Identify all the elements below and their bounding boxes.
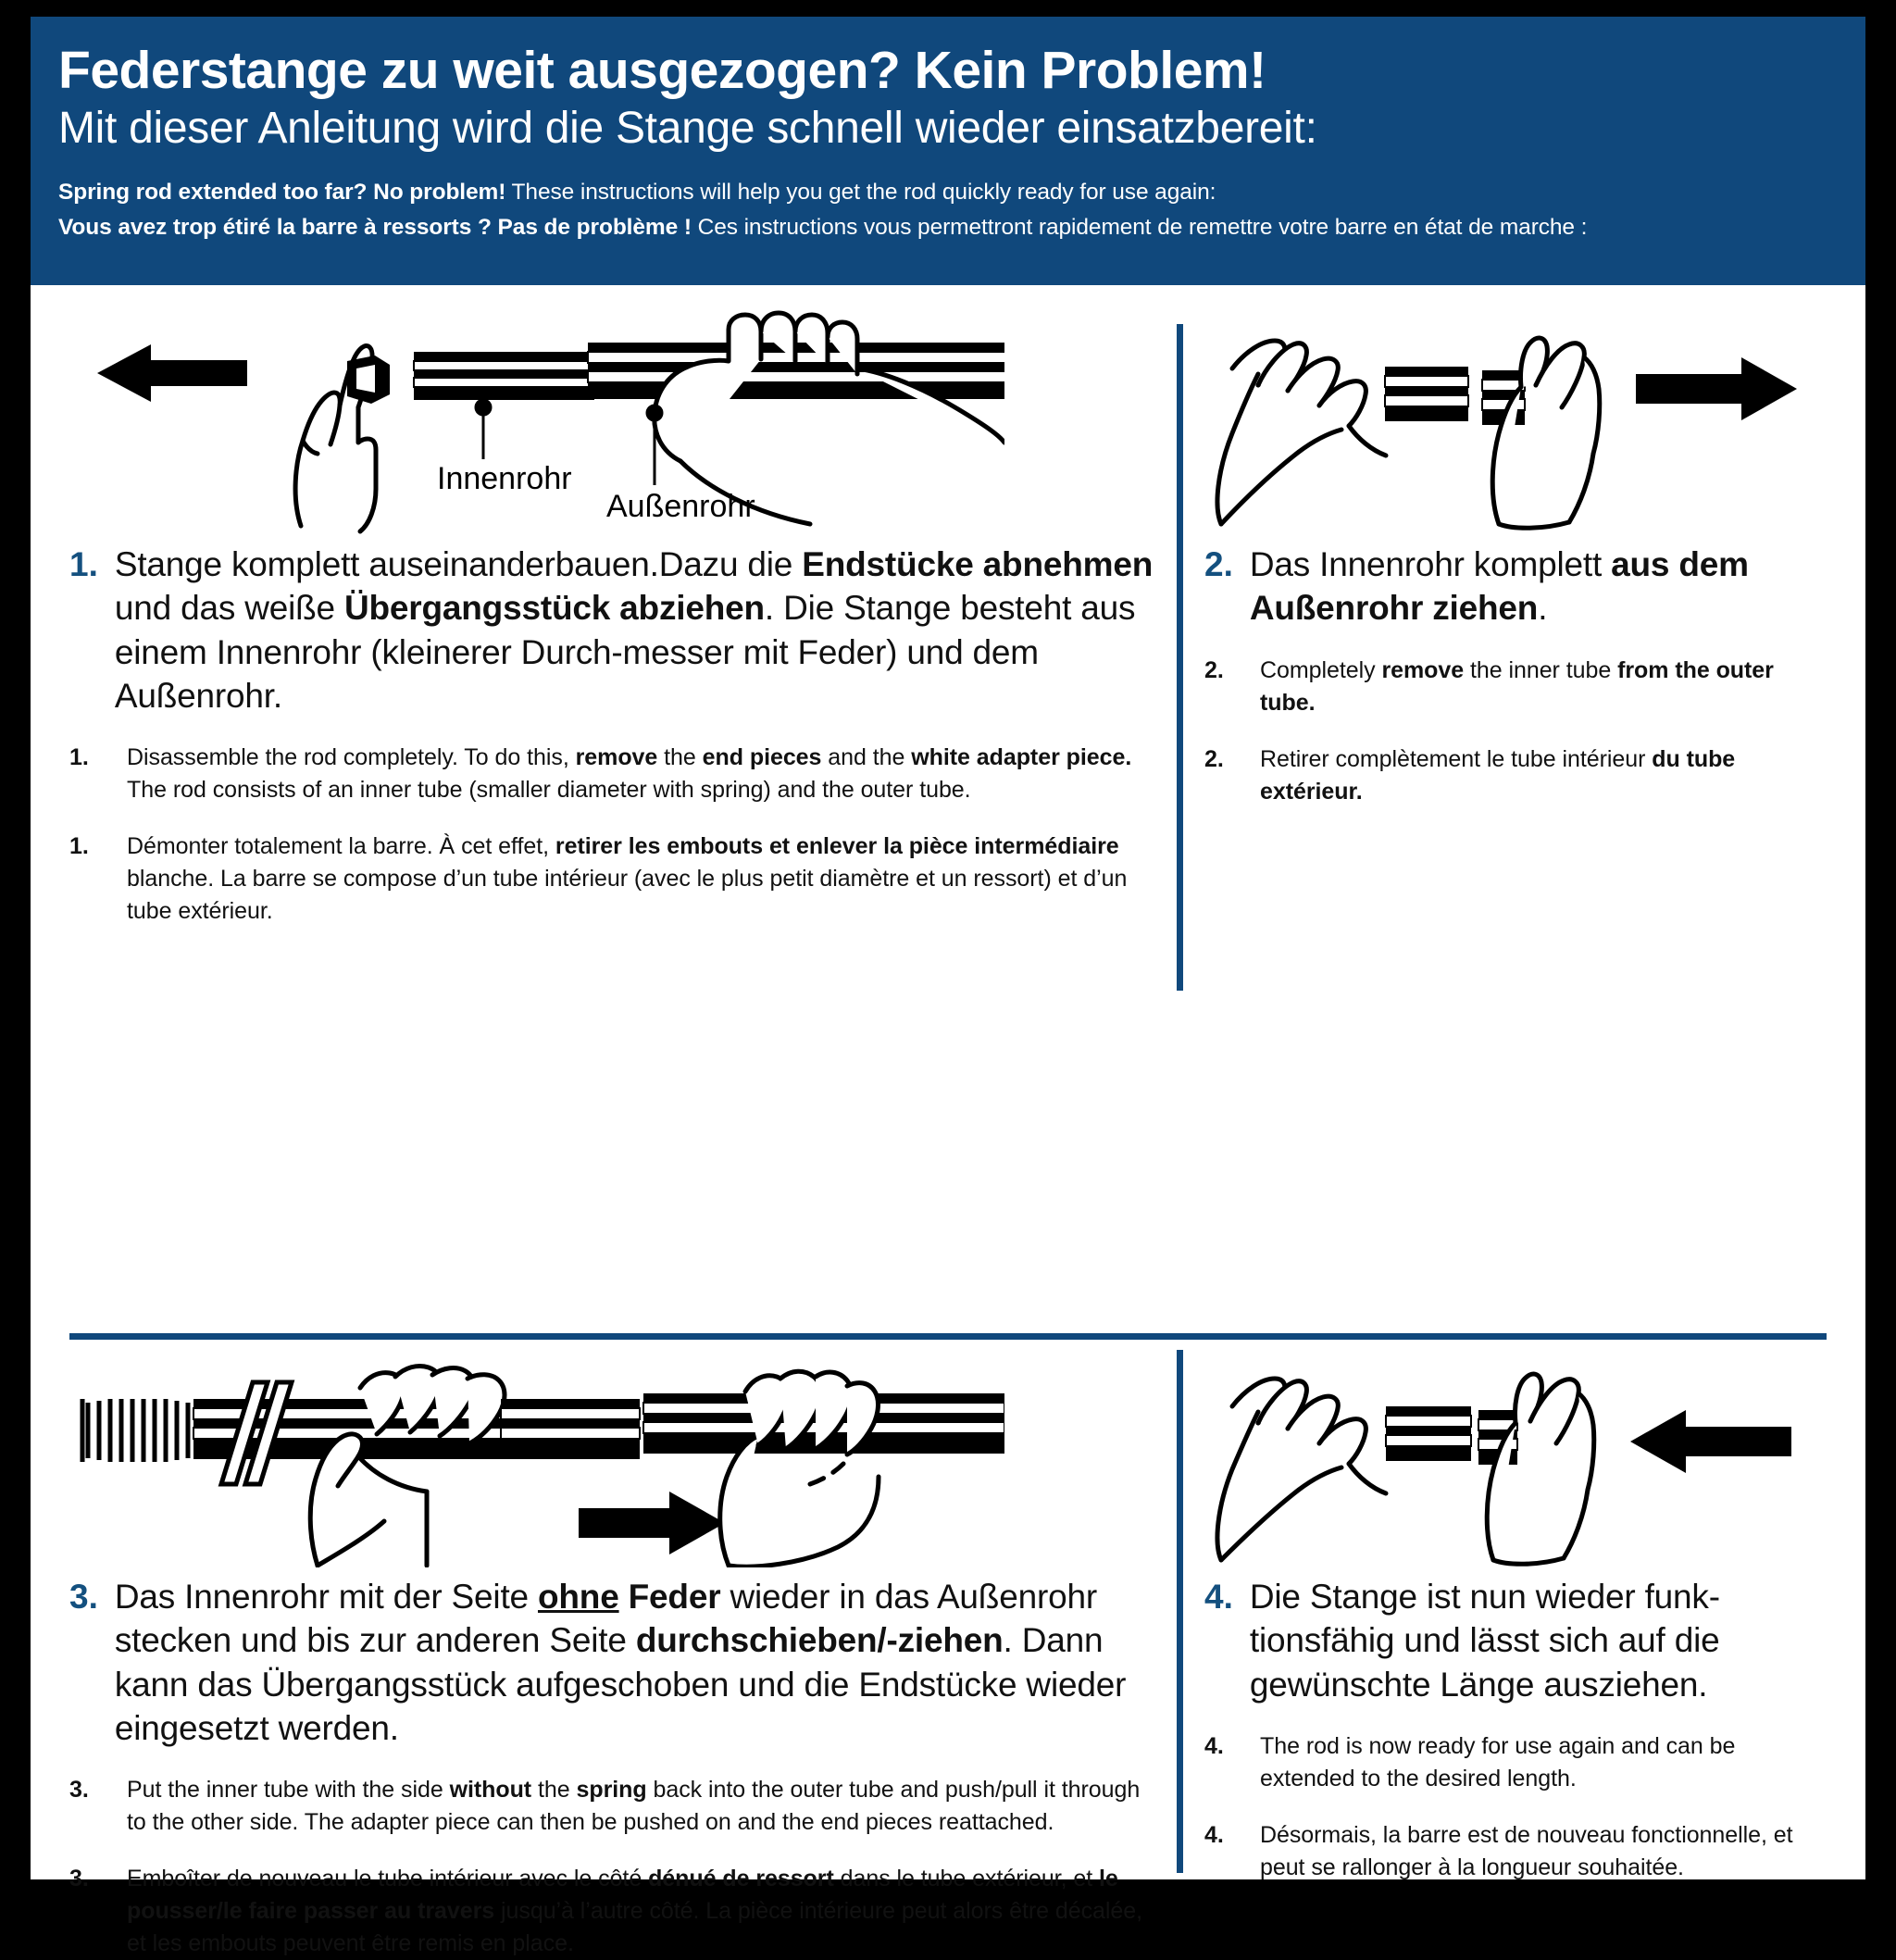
label-outer-tube: Außenrohr bbox=[606, 489, 755, 524]
step-1-en-bold3: white adapter piece. bbox=[911, 744, 1132, 771]
step-2-number: 2. bbox=[1204, 545, 1233, 583]
step-1-de-bold2: Übergangsstück abziehen bbox=[343, 589, 765, 628]
divider-vertical-bottom bbox=[1177, 1350, 1183, 1873]
step-2-fr-bold1: du tube extérieur. bbox=[1260, 745, 1736, 805]
step-3-en-part2: the bbox=[531, 1777, 577, 1804]
header-english-line bbox=[58, 177, 1838, 209]
step-4-text-de: Die Stange ist nun wieder funk-tionsfähig und lässt sich auf die gewünschte Länge ausziehen. bbox=[1249, 1578, 1720, 1704]
step-2-en-bold2: from the outer tube. bbox=[1260, 656, 1774, 716]
figure-rod-ready bbox=[1204, 1355, 1815, 1567]
figure-hand-remove-end-piece bbox=[69, 304, 1004, 535]
step-panel-3 bbox=[69, 1355, 1162, 1960]
step-4-text-fr: Désormais, la barre est de nouveau fonctionnelle, et peut se rallonger à la longueur souhaitée. bbox=[1260, 1822, 1793, 1881]
page-title: Federstange zu weit ausgezogen? Kein Problem! bbox=[58, 41, 1266, 100]
step-1-number: 1. bbox=[69, 545, 98, 583]
step-1-french bbox=[69, 830, 1162, 928]
header-translations bbox=[58, 177, 1838, 244]
illustration-step-2 bbox=[1204, 304, 1827, 535]
step-4-english bbox=[1204, 1730, 1827, 1795]
step-2-de-part1: Das Innenrohr komplett bbox=[1249, 545, 1612, 583]
step-1-de-part3: . Die Stange besteht aus einem Innenrohr (kleinerer Durch-messer mit Feder) und dem Außenrohr. bbox=[114, 589, 1136, 716]
step-3-fr-bold2: le pousser/le faire passer au travers bbox=[127, 1866, 1118, 1925]
step-4-text-en: The rod is now ready for use again and can be extended to the desired length. bbox=[1260, 1733, 1736, 1792]
step-2-fr-part1: Retirer complètement le tube intérieur bbox=[1260, 745, 1653, 772]
step-3-de-feder: Feder bbox=[618, 1578, 721, 1616]
hand-left-holding-outer bbox=[1217, 341, 1386, 524]
step-1-en-part1: Disassemble the rod completely. To do this, bbox=[127, 744, 576, 771]
header-french-line bbox=[58, 212, 1838, 244]
step-3-text-de bbox=[115, 1575, 1162, 1750]
step-2-en-part2: the inner tube bbox=[1464, 656, 1618, 683]
step-panel-2 bbox=[1204, 304, 1827, 808]
step-3-de-underline bbox=[538, 1578, 720, 1616]
divider-vertical-top bbox=[1177, 324, 1183, 991]
step-1-de-bold1: Endstücke abnehmen bbox=[802, 545, 1154, 583]
step-1-en-bold1: remove bbox=[575, 744, 658, 771]
inner-tube-graphic bbox=[414, 352, 594, 400]
step-2-text-en bbox=[1260, 655, 1827, 719]
step-2-en-number: 2. bbox=[1204, 656, 1224, 683]
step-2-fr-number: 2. bbox=[1204, 745, 1224, 772]
step-3-fr-bold1: dénué de ressort bbox=[648, 1866, 834, 1892]
steps-grid bbox=[31, 285, 1865, 1957]
step-2-main bbox=[1204, 543, 1827, 630]
tube-right-section bbox=[501, 1399, 640, 1459]
step-3-text-fr bbox=[127, 1863, 1162, 1960]
illustration-step-3 bbox=[69, 1355, 1162, 1567]
step-3-en-bold1: without bbox=[449, 1777, 532, 1804]
step-3-english bbox=[69, 1774, 1162, 1839]
step-3-fr-part2: dans le tube extérieur, et bbox=[833, 1866, 1100, 1892]
arrow-right-icon bbox=[1636, 357, 1797, 420]
step-4-french bbox=[1204, 1819, 1827, 1884]
arrow-left-icon bbox=[97, 344, 247, 402]
step-1-text-de bbox=[115, 543, 1162, 718]
step-1-text-en bbox=[127, 742, 1162, 806]
hand-left-holding-rod bbox=[1217, 1379, 1386, 1560]
hand-right-pulling bbox=[1492, 338, 1600, 528]
step-4-number: 4. bbox=[1204, 1578, 1233, 1616]
hand-right-holding-rod bbox=[1487, 1374, 1594, 1564]
step-1-en-part3: and the bbox=[821, 744, 912, 771]
page-subtitle: Mit dieser Anleitung wird die Stange schnell wieder einsatzbereit: bbox=[58, 103, 1317, 153]
end-piece-highlight bbox=[356, 365, 375, 393]
step-1-english bbox=[69, 742, 1162, 806]
step-3-number: 3. bbox=[69, 1578, 98, 1616]
hand-left-grasping-tube bbox=[310, 1366, 505, 1566]
step-1-en-part4: The rod consists of an inner tube (smaller diameter with spring) and the outer tube. bbox=[127, 777, 971, 804]
arrow-right-icon-step3 bbox=[579, 1492, 725, 1554]
step-2-english bbox=[1204, 655, 1827, 719]
step-3-text-en bbox=[127, 1774, 1162, 1839]
header-banner bbox=[31, 17, 1865, 285]
step-3-fr-part3: jusqu’à l’autre côté. La pièce intérieure peut alors être décalée, et les embouts peuvent être remis en place. bbox=[127, 1898, 1143, 1957]
illustration-step-4 bbox=[1204, 1355, 1827, 1567]
step-3-main bbox=[69, 1575, 1162, 1750]
step-3-de-bold2: durchschieben/-ziehen bbox=[635, 1621, 1004, 1660]
arrow-left-icon-step4 bbox=[1630, 1410, 1791, 1473]
step-3-fr-part1: Emboîter de nouveau le tube intérieur avec le côté bbox=[127, 1866, 649, 1892]
figure-pull-inner-from-outer bbox=[1204, 304, 1815, 535]
header-french-bold: Vous avez trop étiré la barre à ressorts ? Pas de problème ! bbox=[58, 215, 692, 241]
step-1-en-number: 1. bbox=[69, 744, 89, 771]
step-3-en-number: 3. bbox=[69, 1777, 89, 1804]
step-1-fr-part2: blanche. La barre se compose d’un tube intérieur (avec le plus petit diamètre et un ressort) et d’un tube extérieur. bbox=[127, 866, 1128, 925]
leader-inner-tube bbox=[476, 400, 491, 459]
step-2-text-de bbox=[1250, 543, 1827, 630]
step-2-en-bold1: remove bbox=[1381, 656, 1465, 683]
inner-tube-step4 bbox=[1386, 1406, 1471, 1461]
step-2-en-part1: Completely bbox=[1260, 656, 1382, 683]
instruction-sheet bbox=[31, 17, 1865, 1957]
step-4-en-number: 4. bbox=[1204, 1733, 1224, 1760]
step-3-en-part1: Put the inner tube with the side bbox=[127, 1777, 450, 1804]
step-3-de-part3: . Dann kann das Übergangsstück aufgeschoben und die Endstücke wieder eingesetzt werden. bbox=[114, 1621, 1127, 1748]
step-3-fr-number: 3. bbox=[69, 1866, 89, 1892]
figure-insert-inner-tube bbox=[69, 1355, 1004, 1567]
step-1-text-fr bbox=[127, 830, 1162, 928]
step-1-en-bold2: end pieces bbox=[702, 744, 822, 771]
inner-tube-segment bbox=[1385, 367, 1468, 421]
step-1-fr-bold1: retirer les embouts et enlever la pièce intermédiaire bbox=[555, 833, 1119, 860]
header-english-bold: Spring rod extended too far? No problem! bbox=[58, 180, 506, 206]
divider-horizontal bbox=[69, 1333, 1827, 1340]
step-panel-1 bbox=[69, 304, 1162, 928]
step-4-fr-number: 4. bbox=[1204, 1822, 1224, 1849]
spring-graphic bbox=[82, 1399, 188, 1462]
step-2-de-bold1: aus dem Außenrohr ziehen bbox=[1249, 545, 1749, 628]
step-1-main bbox=[69, 543, 1162, 718]
illustration-step-1 bbox=[69, 304, 1162, 535]
step-1-fr-part1: Démonter totalement la barre. À cet effet, bbox=[127, 833, 555, 860]
step-3-en-bold2: spring bbox=[576, 1777, 647, 1804]
step-3-de-ohne: ohne bbox=[537, 1578, 619, 1616]
step-panel-4 bbox=[1204, 1355, 1827, 1884]
header-english-rest: These instructions will help you get the rod quickly ready for use again: bbox=[505, 180, 1216, 206]
label-inner-tube: Innenrohr bbox=[437, 461, 572, 496]
step-4-main bbox=[1204, 1575, 1827, 1706]
step-3-en-part3: back into the outer tube and push/pull it through to the other side. The adapter piece can then be pushed on and the end pieces reattached. bbox=[127, 1777, 1141, 1836]
step-2-text-fr bbox=[1260, 743, 1827, 808]
header-french-rest: Ces instructions vous permettront rapidement de remettre votre barre en état de marche : bbox=[691, 215, 1588, 241]
step-3-de-part2: wieder in das Außenrohr stecken und bis zur anderen Seite bbox=[114, 1578, 1097, 1660]
step-1-de-part2: und das weiße bbox=[114, 589, 344, 628]
step-1-de-part1: Stange komplett auseinanderbauen.Dazu die bbox=[114, 545, 803, 583]
step-3-de-part1: Das Innenrohr mit der Seite bbox=[114, 1578, 538, 1616]
step-3-french bbox=[69, 1863, 1162, 1960]
step-2-french bbox=[1204, 743, 1827, 808]
step-1-fr-number: 1. bbox=[69, 833, 89, 860]
step-2-de-part2: . bbox=[1538, 589, 1548, 628]
step-1-en-part2: the bbox=[657, 744, 703, 771]
